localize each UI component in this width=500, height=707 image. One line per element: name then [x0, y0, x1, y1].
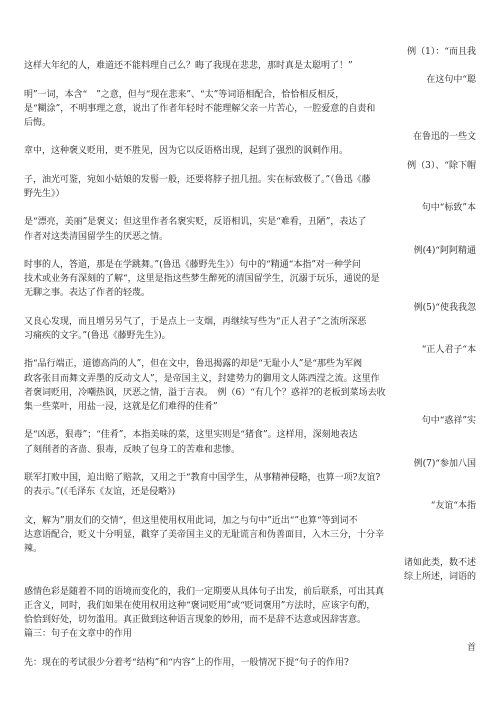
text-line: 者褒词贬用，冷嘲热讽，厌恶之情，溢于言表。 例（6）“有几个？惑祥?的老板到菜场去收 [24, 387, 386, 398]
text-line: 恰恰到好处，切勿滥用。真正做到这种语言现象的妙用，而不是辞不达意或因辞害意。 [24, 615, 367, 625]
text-line: 感情色彩是随着不同的语境而变化的，我们一定期要从具体句子出发，前后联系，可出其真 [24, 586, 385, 597]
text-line: 作者对这类清国留学生的厌恶之情。 [24, 231, 169, 242]
text-line: 章中，这种褒义贬用，更不胜见，因为它以反语格出现，起到了强烈的讽刺作用。 [24, 146, 349, 157]
text-line: “正人君子“本 [421, 345, 476, 356]
text-line: 诸如此类，数不述 [403, 558, 476, 569]
text-line: 无聊之事。表达了作者的轻蔑。 [24, 288, 151, 299]
text-line: 例(7)“参加八国 [413, 458, 476, 469]
text-line: 是“凶恶，狠毒”；“佳肴”，本指美味的菜，这里实则是“猪食”。这样用，深刻地表达 [24, 430, 358, 441]
text-line: 达意语配合，贬义十分明显，戳穿了美帝国主义的无耻谎言和伪善面目，入木三分，十分辛 [24, 529, 385, 540]
text-line: 句中“惑祥”实 [421, 416, 476, 427]
text-line: 文，解为”朋友们的交情“，但这里使用权用此词，加之与句中”近出“”也算“等到词不 [24, 515, 358, 526]
text-line: 先：现在的考试很少分着考“结构”和“内容”上的作用，一般情况下提“句子的作用? [24, 657, 349, 668]
text-line: 习痛疾的文字。”(鲁迅《藤野先生》)。 [24, 331, 171, 341]
text-line: 联军打败中国，迫出赔了赔款，又用之于“教育中国学生，从事精神侵略，也算一项?友谊? [24, 473, 381, 483]
text-line: 在这句中“聪 [426, 75, 476, 86]
text-line: 明”一词，本含“ ”之意，但与“现在悲来”、“太”等词语相配合，恰恰相反相反， [24, 89, 345, 100]
text-line: 时事的人，答道，那是在学跳舞。”(鲁迅《藤野先生》）句中的“精通“本指”对一种学问 [24, 260, 361, 270]
text-line: 例(5)“使我我忽 [413, 302, 476, 313]
text-line: 在鲁迅的一些文 [412, 132, 476, 143]
text-line: 后悔。 [24, 118, 52, 128]
text-line: 野先生》） [24, 189, 65, 199]
text-line: 又良心发现，而且增另另气了，于是点上一支烟，再继续写些为“正人君子”之流所深恶 [24, 316, 367, 327]
text-line: 首 [466, 643, 476, 654]
text-line: 技术或业务有深刻的了解“，这里是指这些梦生醉死的清国留学生，沉溺于玩乐，通说的是 [24, 274, 380, 285]
text-line: 例（3）、“除下帽 [407, 160, 476, 171]
text-line: 综上所述，词语的 [403, 572, 476, 583]
text-line: 集一些菜叶，用盐一浸，这就是亿们难得的佳肴” [24, 402, 218, 412]
text-line: 是“糊涂”，不明事理之意，说出了作者年轻时不能理解父亲一片苦心，一腔爱意的自责和 [24, 103, 376, 114]
text-line: 辣。 [24, 544, 43, 554]
text-line: 的表示。”(《毛泽东《友谊，还是侵略》) [24, 487, 176, 498]
text-line: 子，油光可鉴，宛如小姑娘的发髻一般，还要将脖子扭几扭。实在标致极了。”（鲁迅《藤 [24, 174, 371, 185]
text-line: 指“品行端正，道德高尚的人”，但在文中，鲁迅揭露的却是“无耻小人”是“那些为军阀 [24, 359, 363, 370]
text-line: 例(4)“阿阿精通 [413, 245, 476, 256]
text-line: 是“漂亮，美丽”是褒义；但这里作者名褒实贬，反语相讥，实是“难看，丑陋”，表达了 [24, 217, 367, 228]
text-line: “友谊“本指 [430, 501, 476, 512]
text-line: 了刻削者的吝啬、狠毒，反映了包身工的苦难和悲惨。 [24, 444, 241, 455]
section-heading: 篇三：句子在文章中的作用 [24, 629, 133, 640]
text-line: 例（1）：“而且我 [407, 47, 476, 57]
text-line: 正含义，同时，我们如果在使用权用这种“褒词贬用”或“贬词褒用”方法时，应该字句酌， [24, 600, 376, 611]
text-line: 这样大年纪的人，难道还不能料理自己么？晦了我现在悲悲，那时真是太聪明了！” [24, 61, 353, 72]
text-line: 句中“标致”本 [421, 203, 476, 214]
text-line: 政客张目而舞文弄墨的反动文人”，是帝国主义，封建势力的御用文人陈西滢之流。这里作 [24, 373, 380, 384]
